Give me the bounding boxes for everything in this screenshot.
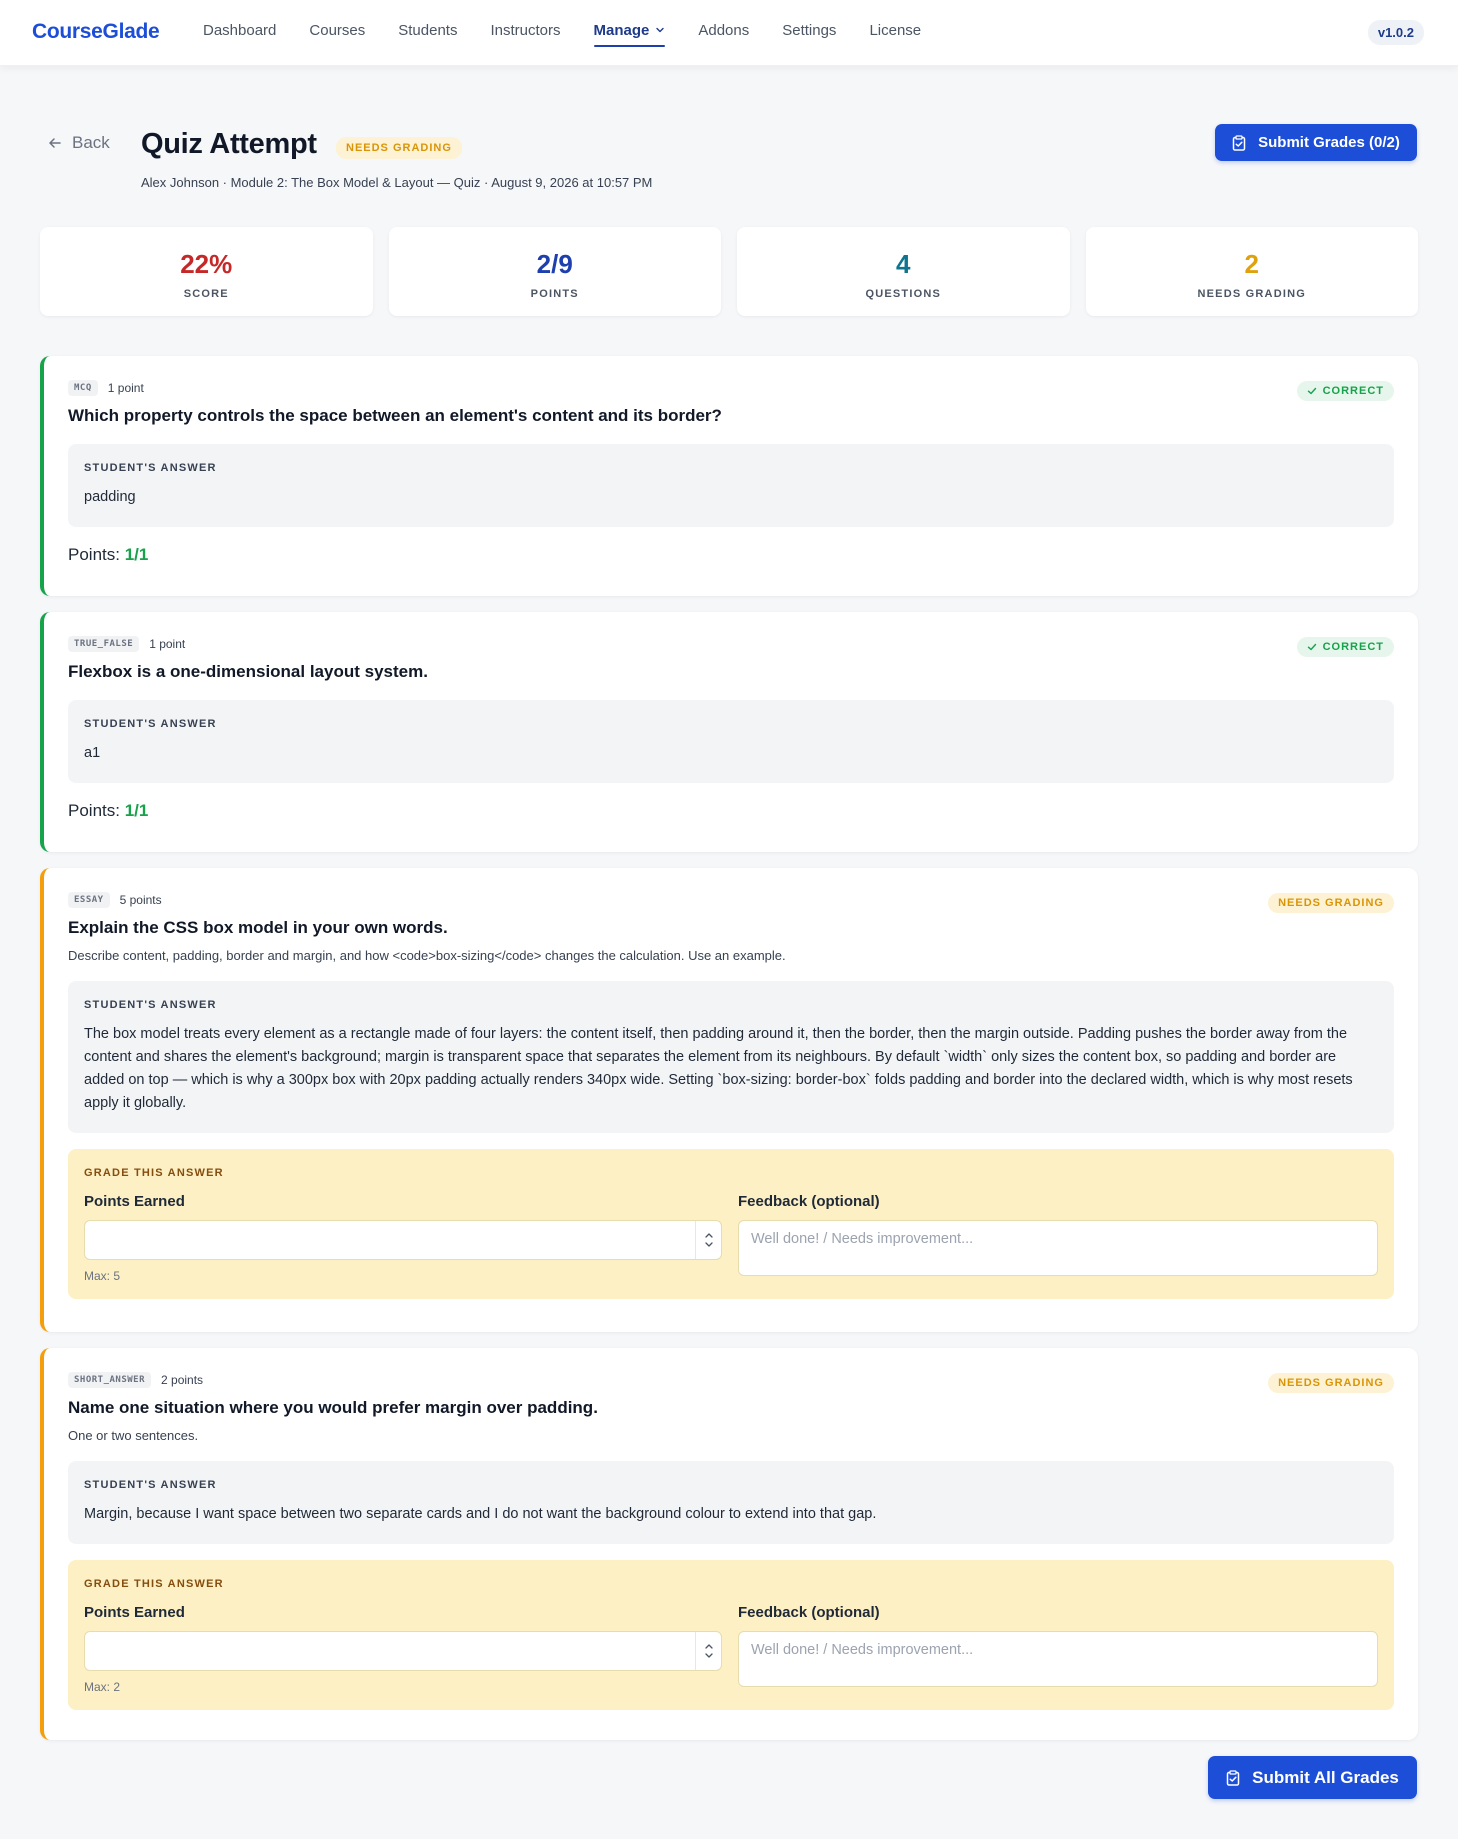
check-icon [1307,642,1317,652]
back-label: Back [72,133,110,152]
feedback-label: Feedback (optional) [738,1604,880,1621]
question-meta [68,1372,1394,1388]
nav-item-dashboard[interactable]: Dashboard [203,21,277,39]
feedback-field[interactable] [738,1220,1378,1276]
stat-label: POINTS [530,288,579,300]
question-description: One or two sentences. [68,1428,199,1443]
status-label: CORRECT [1322,385,1384,397]
feedback-field[interactable] [738,1631,1378,1687]
clipboard-check-icon [1232,135,1246,151]
max-points-note: Max: 5 [84,1269,121,1283]
answer-label: STUDENT'S ANSWER [84,999,217,1011]
stat-value: 2/9 [536,249,573,279]
grade-panel [68,1560,1394,1710]
student-answer [68,1461,1394,1544]
chevron-down-icon [655,25,665,35]
question-text: Explain the CSS box model in your own words. [68,918,448,937]
question-description: Describe content, padding, border and margin, and how <code>box-sizing</code> changes the calculation. Use an example. [68,948,786,963]
grade-panel-title: GRADE THIS ANSWER [84,1578,224,1590]
submit-grades-button[interactable] [1215,124,1417,161]
question-type-badge: TRUE_FALSE [68,636,139,652]
status-badge-needs-grading: NEEDS GRADING [1268,1373,1394,1393]
answer-text: a1 [84,745,101,761]
nav-item-license[interactable]: License [869,21,922,39]
stat-label: NEEDS GRADING [1197,288,1306,300]
status-badge-correct [1297,637,1394,657]
chevron-up-icon[interactable] [704,1643,714,1649]
points-prefix: Points: [68,545,120,564]
points-earned-label: Points Earned [84,1193,185,1210]
nav-item-courses[interactable]: Courses [309,21,366,39]
quantity-stepper[interactable] [695,1221,721,1259]
question-type-badge: MCQ [68,380,98,396]
points-value: 1/1 [124,545,149,564]
nav-item-students[interactable]: Students [398,21,458,39]
stat-card-score [40,227,373,316]
brand-logo[interactable]: CourseGlade [32,20,160,43]
status-badge-needs-grading: NEEDS GRADING [1268,893,1394,913]
stat-card-needs-grading [1086,227,1419,316]
nav-item-addons[interactable]: Addons [698,21,750,39]
points-prefix: Points: [68,801,120,820]
student-answer [68,700,1394,783]
submit-all-grades-button[interactable] [1208,1756,1417,1799]
status-badge-correct [1297,381,1394,401]
nav-item-settings[interactable]: Settings [782,21,837,39]
question-points: 5 points [119,893,162,907]
question-card-2 [40,612,1418,852]
question-card-3 [40,868,1418,1332]
points-earned-label: Points Earned [84,1604,185,1621]
question-meta [68,380,1394,396]
student-answer [68,981,1394,1133]
chevron-down-icon[interactable] [704,1653,714,1659]
question-points: 2 points [161,1373,204,1387]
stat-card-points [389,227,722,316]
nav-item-manage[interactable] [594,0,666,66]
top-navbar [0,0,1458,66]
max-points-note: Max: 2 [84,1680,121,1694]
question-meta [68,636,1394,652]
grade-panel-title: GRADE THIS ANSWER [84,1167,224,1179]
question-points: 1 point [107,381,144,395]
question-points: 1 point [149,637,186,651]
points-result [68,801,1394,821]
chevron-up-icon[interactable] [704,1232,714,1238]
answer-text: padding [84,489,136,505]
question-type-badge: SHORT_ANSWER [68,1372,151,1388]
question-type-badge: ESSAY [68,892,110,908]
answer-label: STUDENT'S ANSWER [84,462,217,474]
chevron-down-icon[interactable] [704,1242,714,1248]
question-card-1 [40,356,1418,596]
answer-label: STUDENT'S ANSWER [84,1479,217,1491]
points-value: 1/1 [124,801,149,820]
question-card-4 [40,1348,1418,1740]
grade-panel [68,1149,1394,1299]
stat-card-questions [737,227,1070,316]
stat-label: SCORE [183,288,229,300]
submit-grades-label: Submit Grades (0/2) [1258,134,1400,151]
answer-label: STUDENT'S ANSWER [84,718,217,730]
version-badge: v1.0.2 [1368,20,1424,45]
points-earned-input[interactable] [84,1220,722,1260]
question-text: Which property controls the space between an element's content and its border? [68,406,722,425]
stat-value: 22% [180,249,233,279]
clipboard-check-icon [1226,1770,1240,1786]
attempt-subtitle: Alex Johnson · Module 2: The Box Model & Layout — Quiz · August 9, 2026 at 10:57 PM [141,175,653,190]
question-text: Name one situation where you would prefer margin over padding. [68,1398,598,1417]
stat-label: QUESTIONS [865,288,942,300]
student-answer [68,444,1394,527]
points-earned-input[interactable] [84,1631,722,1671]
stat-value: 2 [1244,249,1259,279]
arrow-left-icon [48,136,62,150]
answer-text: The box model treats every element as a rectangle made of four layers: the content itself, then padding around it, then the border, then the margin outside. Padding pushes the border away from the content and shares the element's background; margin is transparent space that separates the element from its neighbours. By default `width` only sizes the content box, so padding and border are added on top — which is why a 300px box with 20px padding actually renders 340px wide. Setting `box-sizing: border-box` folds padding and border into the declared width, which is why most resets apply it globally. [84,1026,1353,1111]
stat-value: 4 [896,249,911,279]
stats-row [40,227,1418,316]
submit-all-label: Submit All Grades [1252,1767,1399,1787]
back-link[interactable] [48,133,110,153]
page-title: Quiz Attempt [141,128,317,160]
quantity-stepper[interactable] [695,1632,721,1670]
points-result [68,545,1394,565]
question-meta [68,892,1394,908]
answer-text: Margin, because I want space between two separate cards and I do not want the background colour to extend into that gap. [84,1506,877,1522]
status-label: CORRECT [1322,641,1384,653]
nav-item-instructors[interactable]: Instructors [490,21,561,39]
check-icon [1307,386,1317,396]
question-text: Flexbox is a one-dimensional layout system. [68,662,428,681]
nav-item-manage-label: Manage [593,21,650,39]
feedback-label: Feedback (optional) [738,1193,880,1210]
status-badge: NEEDS GRADING [336,137,462,159]
main-nav [203,0,954,66]
